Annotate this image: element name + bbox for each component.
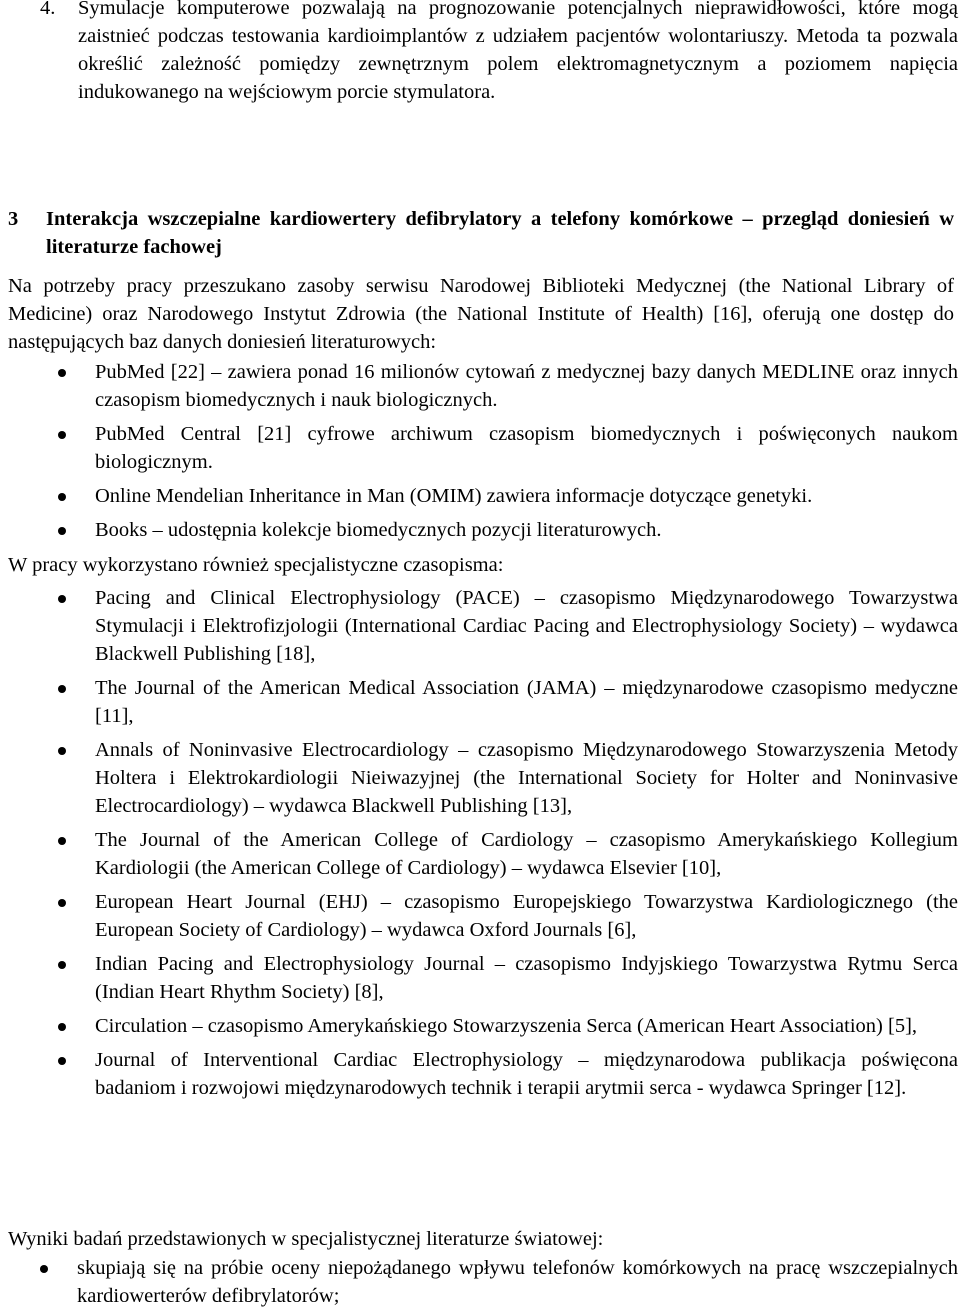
bullet-icon [58, 899, 66, 907]
results-list [0, 1254, 960, 1310]
bullet-icon [58, 685, 66, 693]
list-item [0, 420, 960, 476]
journals-intro: W pracy wykorzystano również specjalistyczne czasopisma: [8, 554, 504, 576]
list-item-text: Indian Pacing and Electrophysiology Journal – czasopismo Indyjskiego Towarzystwa Rytmu Serca (Indian Heart Rhythm Society) [8], [95, 953, 958, 1003]
list-item [0, 826, 960, 882]
list-item [0, 1046, 960, 1102]
bullet-icon [58, 747, 66, 755]
bullet-icon [58, 1023, 66, 1031]
section-title: Interakcja wszczepialne kardiowertery defibrylatory a telefony komórkowe – przegląd doniesień w literaturze fachowej [46, 208, 954, 258]
database-list [0, 358, 960, 544]
item-number: 4. [40, 0, 56, 19]
list-item-text: PubMed [22] – zawiera ponad 16 milionów cytowań z medycznej bazy danych MEDLINE oraz innych czasopism biomedycznych i nauk biologicznych. [95, 361, 958, 411]
list-item [0, 584, 960, 668]
intro-paragraph: Na potrzeby pracy przeszukano zasoby serwisu Narodowej Biblioteki Medycznej (the National Library of Medicine) oraz Narodowego Instytut Zdrowia (the National Institute of Health) [16], oferują one dostęp do następujących baz danych doniesień literaturowych: [8, 275, 954, 353]
list-item-text: Online Mendelian Inheritance in Man (OMIM) zawiera informacje dotyczące genetyki. [95, 485, 813, 507]
list-item [0, 674, 960, 730]
list-item-text: Books – udostępnia kolekcje biomedycznych pozycji literaturowych. [95, 519, 662, 541]
list-item-text: Annals of Noninvasive Electrocardiology – czasopismo Międzynarodowego Stowarzyszenia Metody Holtera i Elektrokardiologii Nieiwazyjnej (the International Society for Holter and Noninvasive Electrocardiology) – wydawca Blackwell Publishing [13], [95, 739, 958, 817]
bullet-icon [58, 527, 66, 535]
bullet-icon [58, 595, 66, 603]
list-item-text: Pacing and Clinical Electrophysiology (PACE) – czasopismo Międzynarodowego Towarzystwa Stymulacji i Elektrofizjologii (International Cardiac Pacing and Electrophysiology Society) – wydawca Blackwell Publishing [18], [95, 587, 958, 665]
list-item [0, 358, 960, 414]
list-item [0, 888, 960, 944]
list-item-text: Journal of Interventional Cardiac Electrophysiology – międzynarodowa publikacja poświęcona badaniom i rozwojowi międzynarodowych technik i terapii arytmii serca - wydawca Springer [12]. [95, 1049, 958, 1099]
list-item [0, 736, 960, 820]
list-item-text: Circulation – czasopismo Amerykańskiego Stowarzyszenia Serca (American Heart Association) [5], [95, 1015, 918, 1037]
list-item [0, 482, 960, 510]
list-item [0, 516, 960, 544]
bullet-icon [58, 493, 66, 501]
section-heading [8, 205, 954, 261]
list-item-text: PubMed Central [21] cyfrowe archiwum czasopism biomedycznych i poświęconych naukom biologicznym. [95, 423, 958, 473]
bullet-icon [58, 1057, 66, 1065]
list-item-text: The Journal of the American College of Cardiology – czasopismo Amerykańskiego Kollegium Kardiologii (the American College of Cardiology) – wydawca Elsevier [10], [95, 829, 958, 879]
bullet-icon [58, 961, 66, 969]
bullet-icon [40, 1265, 48, 1273]
results-intro: Wyniki badań przedstawionych w specjalistycznej literaturze światowej: [8, 1228, 604, 1250]
section-number: 3 [8, 208, 19, 230]
bullet-icon [58, 369, 66, 377]
list-item [0, 1012, 960, 1040]
item-text: Symulacje komputerowe pozwalają na prognozowanie potencjalnych nieprawidłowości, które mogą zaistnieć podczas testowania kardioimplantów z udziałem pacjentów wolontariuszy. Metoda ta pozwala określić zależność pomiędzy zewnętrznym polem elektromagnetycznym a poziomem napięcia indukowanego na wejściowym porcie stymulatora. [78, 0, 958, 103]
list-item-text: European Heart Journal (EHJ) – czasopismo Europejskiego Towarzystwa Kardiologicznego (the European Society of Cardiology) – wydawca Oxford Journals [6], [95, 891, 958, 941]
numbered-item-4 [0, 0, 960, 106]
list-item [0, 1254, 960, 1310]
bullet-icon [58, 431, 66, 439]
list-item-text: skupiają się na próbie oceny niepożądanego wpływu telefonów komórkowych na pracę wszczepialnych kardiowerterów defibrylatorów; [77, 1257, 958, 1307]
bullet-icon [58, 837, 66, 845]
list-item-text: The Journal of the American Medical Association (JAMA) – międzynarodowe czasopismo medyczne [11], [95, 677, 958, 727]
journal-list [0, 584, 960, 1102]
list-item [0, 950, 960, 1006]
